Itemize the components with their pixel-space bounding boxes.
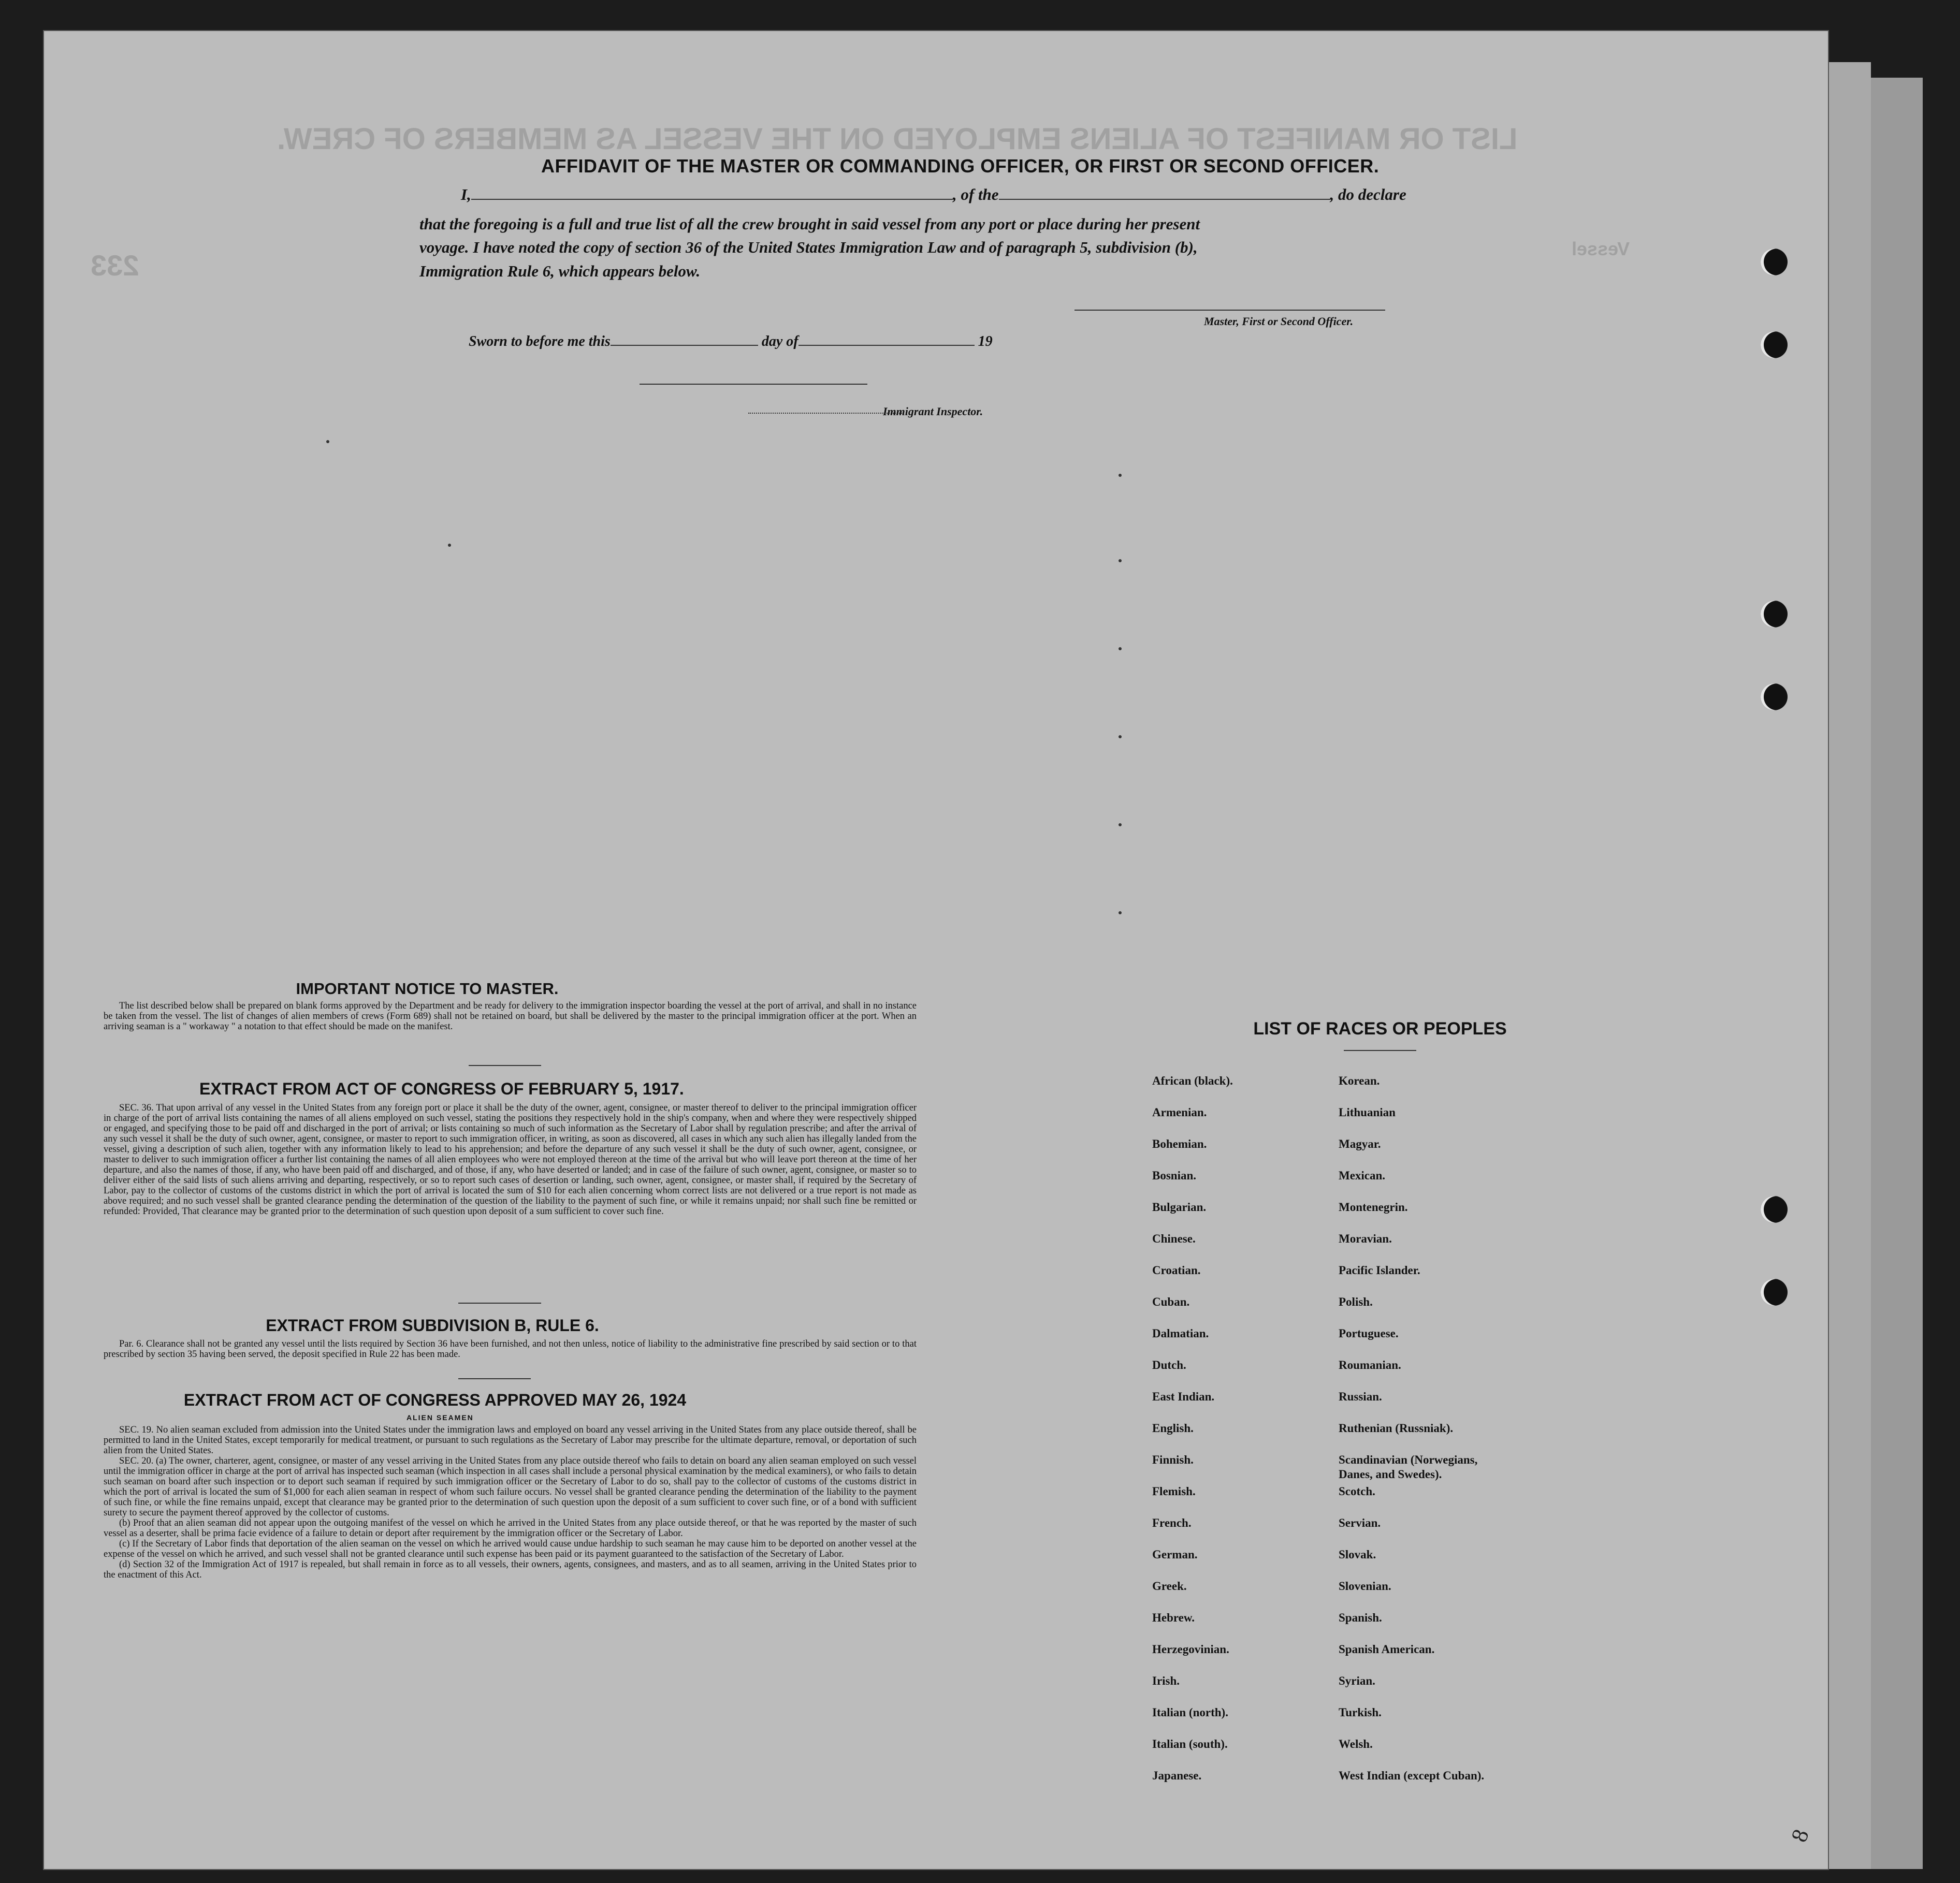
race-left-item: Armenian. <box>1152 1106 1207 1119</box>
act1917-title: EXTRACT FROM ACT OF CONGRESS OF FEBRUARY 5, 1917. <box>199 1079 684 1098</box>
race-left-item: Bosnian. <box>1152 1169 1197 1182</box>
affidavit-line-3: voyage. I have noted the copy of section 36 of the United States Immigration Law and of paragraph 5, subdivision (b), <box>419 238 1198 256</box>
month-blank <box>798 332 975 346</box>
sworn-line <box>469 332 993 350</box>
ghost-dot <box>1119 823 1122 826</box>
races-rule <box>1344 1050 1416 1051</box>
notice-text <box>104 1001 917 1032</box>
notice-title: IMPORTANT NOTICE TO MASTER. <box>296 980 559 998</box>
race-right-item: Polish. <box>1339 1295 1373 1308</box>
rule6-rule <box>458 1378 531 1379</box>
races-title: LIST OF RACES OR PEOPLES <box>1253 1019 1507 1039</box>
vessel-blank <box>999 186 1330 200</box>
ghost-number: 233 <box>91 249 139 282</box>
affidavit-line-4: Immigration Rule 6, which appears below. <box>419 262 701 280</box>
ghost-dot <box>448 544 451 547</box>
race-right-item: Korean. <box>1339 1074 1380 1087</box>
sworn-text: Sworn to before me this <box>469 333 611 349</box>
race-left-item: African (black). <box>1152 1074 1233 1087</box>
act1924-sec20a: SEC. 20. (a) The owner, charterer, agent, consignee, or master of any vessel arriving in the United States from any place outside thereof who fails to detain on board any alien seaman employed on such vessel until the immigration officer in charge at the port of arrival has inspected such seaman (which inspection in all cases shall include a personal physical examination by the medical examiners), or who fails to detain such seaman on board after such inspection or to deport such seaman if required by such immigration officer or the Secretary of Labor to do so, shall pay to the collector of customs of the customs district in which the port of arrival is located the sum of $1,000 for each alien seaman in respect of whom such failure occurs. No vessel shall be granted clearance pending the determination of the liability to the payment of such fine, or while the fine remains unpaid, except that clearance may be granted prior to the determination of such question upon the deposit of a sum sufficient to cover such fine, or of a bond with sufficient surety to secure the payment thereof approved by the collector of customs. <box>104 1456 917 1518</box>
race-left-item: German. <box>1152 1548 1198 1561</box>
punch-hole <box>1761 249 1788 275</box>
race-right-item: Lithuanian <box>1339 1106 1396 1119</box>
act1924-sec20b: (b) Proof that an alien seaman did not appear upon the outgoing manifest of the vessel on which he arrived in the United States from any place outside thereof, or that he was reported by the master of such vessel as a deserter, shall be prima facie evidence of a failure to detain or deport after requirement by the immigration officer or the Secretary of Labor. <box>104 1518 917 1539</box>
race-right-item: Servian. <box>1339 1516 1381 1529</box>
race-right-item: Welsh. <box>1339 1738 1373 1750</box>
ghost-dot <box>326 440 329 443</box>
ghost-dot <box>1119 911 1122 914</box>
act1924-sec19: SEC. 19. No alien seaman excluded from admission into the United States under the immigration laws and employed on board any vessel arriving in the United States from any place outside thereof, shall be permitted to land in the United States, except temporarily for medical treatment, or pursuant to such regulations as the Secretary of Labor may prescribe for the ultimate departure, removal, or deportation of such alien from the United States. <box>104 1425 917 1456</box>
day-of-text: day of <box>761 333 798 349</box>
race-right-item: Syrian. <box>1339 1674 1375 1687</box>
ghost-dot <box>1119 559 1122 562</box>
race-left-item: Japanese. <box>1152 1769 1202 1782</box>
punch-hole <box>1761 601 1788 627</box>
corner-annotation: 8 <box>1786 1826 1814 1846</box>
race-right-item: Portuguese. <box>1339 1327 1399 1340</box>
race-right-item: Spanish. <box>1339 1611 1382 1624</box>
race-right-item: Slovenian. <box>1339 1580 1391 1593</box>
act1924-text <box>104 1425 917 1580</box>
ghost-vessel: Vessel <box>1572 238 1630 259</box>
act1917-rule <box>458 1303 541 1304</box>
year-text: 19 <box>978 333 993 349</box>
ghost-dot <box>1119 474 1122 477</box>
affidavit-line-2: that the foregoing is a full and true list of all the crew brought in said vessel from any port or place during her present <box>419 215 1200 233</box>
inspector-label: Immigrant Inspector. <box>883 405 983 418</box>
race-left-item: Hebrew. <box>1152 1611 1195 1624</box>
master-label: Master, First or Second Officer. <box>1204 315 1354 328</box>
race-right-item: Spanish American. <box>1339 1643 1435 1656</box>
race-left-item: French. <box>1152 1516 1192 1529</box>
act1924-sec20c: (c) If the Secretary of Labor finds that deportation of the alien seaman on the vessel on which he arrived would cause undue hardship to such seaman he may cause him to be deported on another vessel at the expense of the vessel on which he arrived, and such vessel shall not be granted clearance until such expense has been paid or its payment guaranteed to the satisfaction of the Secretary of Labor. <box>104 1539 917 1559</box>
rule6-paragraph: Par. 6. Clearance shall not be granted any vessel until the lists required by Section 36 have been furnished, and not then unless, notice of liability to the administrative fine prescribed by said section or to that prescribed by section 35 having been served, the deposit specified in Rule 22 has been made. <box>104 1339 917 1360</box>
affidavit-title: AFFIDAVIT OF THE MASTER OR COMMANDING OFFICER, OR FIRST OR SECOND OFFICER. <box>541 155 1380 177</box>
race-left-item: Italian (south). <box>1152 1738 1228 1750</box>
affidavit-of-the: , of the <box>952 185 999 203</box>
affidavit-i: I, <box>461 185 471 203</box>
inspector-line <box>748 413 904 414</box>
race-left-item: Flemish. <box>1152 1485 1196 1498</box>
race-right-item: West Indian (except Cuban). <box>1339 1769 1485 1782</box>
ghost-dot <box>1119 735 1122 738</box>
race-right-item: Montenegrin. <box>1339 1201 1408 1214</box>
race-left-item: East Indian. <box>1152 1390 1215 1403</box>
race-right-item: Magyar. <box>1339 1137 1381 1150</box>
race-left-item: Bulgarian. <box>1152 1201 1207 1214</box>
document-page <box>44 31 1828 1869</box>
race-right-item: Turkish. <box>1339 1706 1382 1719</box>
race-right-item: Pacific Islander. <box>1339 1264 1420 1277</box>
race-left-item: Cuban. <box>1152 1295 1190 1308</box>
rule6-title: EXTRACT FROM SUBDIVISION B, RULE 6. <box>266 1316 599 1335</box>
name-blank <box>471 186 953 200</box>
race-left-item: Italian (north). <box>1152 1706 1228 1719</box>
race-right-item: Scotch. <box>1339 1485 1375 1498</box>
punch-hole <box>1761 683 1788 710</box>
act1917-text <box>104 1103 917 1217</box>
act1924-title: EXTRACT FROM ACT OF CONGRESS APPROVED MAY 26, 1924 <box>183 1391 687 1409</box>
officer-line <box>640 384 867 385</box>
act1924-sec20d: (d) Section 32 of the Immigration Act of 1917 is repealed, but shall remain in force as to all vessels, their owners, agents, consignees, and masters, and as to all seamen, arriving in the United States prior to the enactment of this Act. <box>104 1559 917 1580</box>
race-right-item: Russian. <box>1339 1390 1382 1403</box>
race-left-item: Herzegovinian. <box>1152 1643 1229 1656</box>
affidavit-declare: , do declare <box>1330 185 1406 203</box>
act1917-paragraph: SEC. 36. That upon arrival of any vessel in the United States from any foreign port or place it shall be the duty of the owner, agent, consignee, or master thereof to deliver to the principal immigration officer in charge of the port of arrival lists containing the names of all aliens employed on such vessel, stating the positions they respectively hold in the ship's company, when and where they were respectively shipped or engaged, and specifying those to be paid off and discharged in the port of arrival; or lists containing so much of such information as the Secretary of Labor shall by regulation prescribe; and after the arrival of any such vessel it shall be the duty of such owner, agent, consignee, or master to report to such immigration officer, in writing, as soon as discovered, all cases in which any such alien has illegally landed from the vessel, giving a description of such alien, together with any information likely to lead to his apprehension; and before the departure of any such vessel it shall be the duty of such owner, agent, consignee, or master to deliver to such immigration officer a further list containing the names of all alien employees who were not employed thereon at the time of the arrival but who will leave port thereon at the time of her departure, and also the names of those, if any, who have been paid off and discharged, and of those, if any, who have deserted or landed; and in case of the failure of such owner, agent, consignee, or master so to deliver either of the said lists of such aliens arriving and departing, respectively, or so to report such cases of desertion or landing, such owner, agent, consignee, or master shall, if required by the Secretary of Labor, pay to the collector of customs of the customs district in which the port of arrival is located the sum of $10 for each alien concerning whom correct lists are not delivered or a true report is not made as above required; and no such vessel shall be granted clearance pending the determination of the question of the liability to the payment of such fine, or while it remains unpaid; nor shall such fine be remitted or refunded: Provided, That clearance may be granted prior to the determination of such question upon deposit of a sum sufficient to cover such fine. <box>104 1103 917 1217</box>
notice-paragraph: The list described below shall be prepared on blank forms approved by the Department and be ready for delivery to the immigration inspector boarding the vessel at the port of arrival, and shall in no instance be taken from the vessel. The list of changes of alien members of crews (Form 689) shall not be retained on board, but shall be delivered by the master to the principal immigration officer at the port. When an arriving seaman is a " workaway " a notation to that effect should be made on the manifest. <box>104 1001 917 1032</box>
race-left-item: Croatian. <box>1152 1264 1201 1277</box>
race-right-item: Danes, and Swedes). <box>1339 1468 1442 1481</box>
sworn-day-blank <box>611 332 758 346</box>
race-left-item: Dutch. <box>1152 1359 1186 1371</box>
race-right-item: Scandinavian (Norwegians, <box>1339 1453 1478 1466</box>
race-right-item: Roumanian. <box>1339 1359 1401 1371</box>
race-left-item: English. <box>1152 1422 1194 1435</box>
affidavit-line-1 <box>461 185 1406 204</box>
race-left-item: Greek. <box>1152 1580 1187 1593</box>
act1924-subtitle: ALIEN SEAMEN <box>406 1413 474 1422</box>
race-left-item: Finnish. <box>1152 1453 1194 1466</box>
race-right-item: Slovak. <box>1339 1548 1376 1561</box>
rule6-text <box>104 1339 917 1360</box>
ghost-dot <box>1119 647 1122 650</box>
notice-rule <box>469 1065 541 1066</box>
race-left-item: Irish. <box>1152 1674 1180 1687</box>
punch-hole <box>1761 331 1788 358</box>
race-right-item: Ruthenian (Russniak). <box>1339 1422 1454 1435</box>
race-right-item: Mexican. <box>1339 1169 1386 1182</box>
master-signature-line <box>1075 310 1385 311</box>
race-left-item: Chinese. <box>1152 1232 1196 1245</box>
punch-hole <box>1761 1279 1788 1306</box>
race-right-item: Moravian. <box>1339 1232 1392 1245</box>
race-left-item: Dalmatian. <box>1152 1327 1209 1340</box>
punch-hole <box>1761 1196 1788 1223</box>
ghost-header: LIST OR MANIFEST OF ALIENS EMPLOYED ON THE VESSEL AS MEMBERS OF CREW. <box>277 122 1518 156</box>
race-left-item: Bohemian. <box>1152 1137 1207 1150</box>
